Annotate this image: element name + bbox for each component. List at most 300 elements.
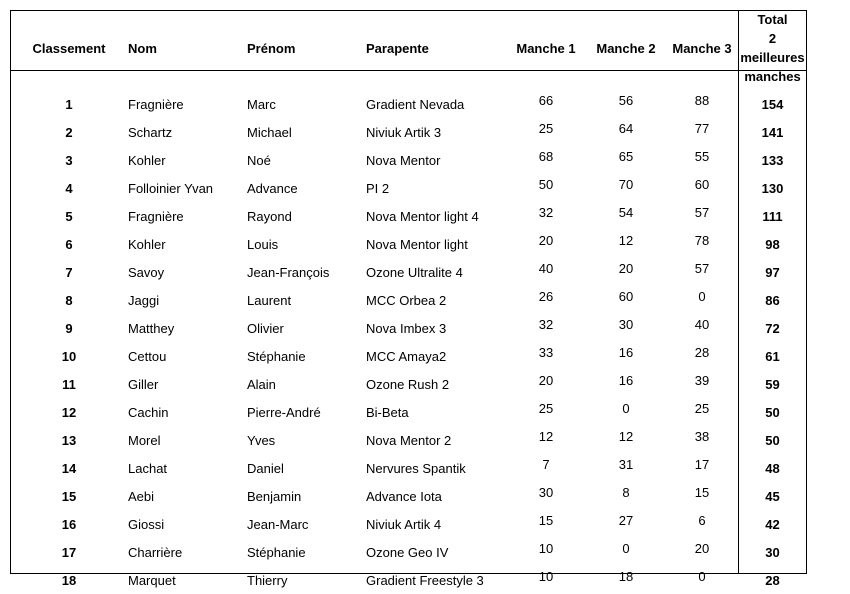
total-cell xyxy=(738,86,807,118)
total-cell-value: 72 xyxy=(765,320,780,336)
nom-cell xyxy=(128,146,247,174)
parapente-cell xyxy=(366,398,506,426)
rank-cell-value: 2 xyxy=(65,124,73,140)
prenom-cell-value: Stéphanie xyxy=(247,348,306,364)
parapente-cell-value: Nova Mentor 2 xyxy=(366,432,452,448)
manche1-cell-value: 26 xyxy=(538,288,554,304)
nom-cell-value: Matthey xyxy=(128,320,175,336)
nom-cell-value: Giossi xyxy=(128,516,165,532)
prenom-cell-value: Alain xyxy=(247,376,276,392)
manche2-cell xyxy=(586,86,666,118)
rank-cell xyxy=(10,538,128,566)
manche2-cell xyxy=(586,230,666,258)
manche3-cell xyxy=(666,566,738,594)
prenom-cell xyxy=(247,258,366,286)
parapente-cell xyxy=(366,118,506,146)
prenom-cell-value: Benjamin xyxy=(247,488,302,504)
rank-cell xyxy=(10,426,128,454)
rank-cell-value: 14 xyxy=(61,460,77,476)
nom-cell xyxy=(128,370,247,398)
manche2-cell-value: 8 xyxy=(622,484,630,500)
header-manche3: Manche 3 xyxy=(672,40,732,56)
table-row xyxy=(10,286,807,314)
total-cell-value: 111 xyxy=(762,208,783,224)
manche3-cell-value: 28 xyxy=(694,344,710,360)
prenom-cell xyxy=(247,482,366,510)
table-row xyxy=(10,398,807,426)
manche1-cell-value: 12 xyxy=(538,428,554,444)
total-cell-value: 42 xyxy=(765,516,780,532)
nom-cell xyxy=(128,342,247,370)
parapente-cell-value: Gradient Nevada xyxy=(366,96,465,112)
parapente-cell xyxy=(366,538,506,566)
manche2-cell xyxy=(586,510,666,538)
manche2-cell-value: 0 xyxy=(622,400,630,416)
parapente-cell-value: Nervures Spantik xyxy=(366,460,466,476)
parapente-cell xyxy=(366,146,506,174)
header-total-line2: 2 meilleures xyxy=(740,31,805,65)
total-cell-value: 61 xyxy=(765,348,780,364)
rank-cell xyxy=(10,146,128,174)
prenom-cell-value: Noé xyxy=(247,152,271,168)
rank-cell-value: 12 xyxy=(61,404,77,420)
manche3-cell-value: 60 xyxy=(694,176,710,192)
manche3-cell-value: 57 xyxy=(694,260,710,276)
parapente-cell xyxy=(366,482,506,510)
rank-cell-value: 8 xyxy=(65,292,73,308)
nom-cell-value: Marquet xyxy=(128,572,176,588)
manche2-cell xyxy=(586,202,666,230)
manche3-cell-value: 38 xyxy=(694,428,710,444)
manche1-cell xyxy=(506,482,586,510)
header-manche2: Manche 2 xyxy=(596,40,656,56)
prenom-cell-value: Olivier xyxy=(247,320,284,336)
prenom-cell-value: Thierry xyxy=(247,572,288,588)
prenom-cell xyxy=(247,538,366,566)
manche2-cell-value: 64 xyxy=(618,120,634,136)
manche2-cell-value: 27 xyxy=(618,512,634,528)
nom-cell-value: Cettou xyxy=(128,348,167,364)
rank-cell-value: 6 xyxy=(65,236,73,252)
nom-cell-value: Lachat xyxy=(128,460,168,476)
rank-cell xyxy=(10,482,128,510)
header-total-line1: Total xyxy=(757,12,788,27)
manche3-cell-value: 0 xyxy=(698,568,706,584)
total-cell xyxy=(738,202,807,230)
table-row xyxy=(10,314,807,342)
manche3-cell xyxy=(666,286,738,314)
prenom-cell-value: Michael xyxy=(247,124,292,140)
parapente-cell-value: Ozone Rush 2 xyxy=(366,376,450,392)
total-cell-value: 86 xyxy=(765,292,780,308)
manche2-cell-value: 12 xyxy=(618,232,634,248)
manche1-cell-value: 40 xyxy=(538,260,554,276)
manche3-cell-value: 0 xyxy=(698,288,706,304)
prenom-cell-value: Laurent xyxy=(247,292,292,308)
manche1-cell-value: 25 xyxy=(538,400,554,416)
nom-cell xyxy=(128,454,247,482)
nom-cell-value: Aebi xyxy=(128,488,155,504)
manche3-cell xyxy=(666,258,738,286)
total-cell xyxy=(738,342,807,370)
manche3-cell xyxy=(666,174,738,202)
manche3-cell xyxy=(666,370,738,398)
parapente-cell xyxy=(366,370,506,398)
total-cell xyxy=(738,566,807,594)
manche3-cell-value: 40 xyxy=(694,316,710,332)
nom-cell-value: Cachin xyxy=(128,404,169,420)
table-row xyxy=(10,370,807,398)
total-cell-value: 97 xyxy=(765,264,780,280)
prenom-cell xyxy=(247,510,366,538)
manche2-cell xyxy=(586,538,666,566)
rank-cell-value: 7 xyxy=(65,264,73,280)
nom-cell-value: Kohler xyxy=(128,236,166,252)
nom-cell-value: Savoy xyxy=(128,264,165,280)
nom-cell xyxy=(128,398,247,426)
manche2-cell xyxy=(586,258,666,286)
parapente-cell-value: Niviuk Artik 4 xyxy=(366,516,442,532)
prenom-cell xyxy=(247,286,366,314)
prenom-cell-value: Stéphanie xyxy=(247,544,306,560)
rank-cell xyxy=(10,86,128,118)
manche1-cell-value: 7 xyxy=(542,456,550,472)
manche1-cell xyxy=(506,86,586,118)
manche1-cell xyxy=(506,146,586,174)
nom-cell xyxy=(128,86,247,118)
rank-cell xyxy=(10,258,128,286)
parapente-cell-value: Advance Iota xyxy=(366,488,442,504)
prenom-cell xyxy=(247,146,366,174)
manche3-cell xyxy=(666,342,738,370)
manche3-cell xyxy=(666,454,738,482)
parapente-cell-value: Nova Mentor xyxy=(366,152,441,168)
parapente-cell xyxy=(366,174,506,202)
rank-cell-value: 18 xyxy=(61,572,77,588)
prenom-cell xyxy=(247,86,366,118)
rank-cell-value: 1 xyxy=(65,96,73,112)
total-cell-value: 28 xyxy=(765,572,780,588)
parapente-cell-value: Nova Imbex 3 xyxy=(366,320,447,336)
manche1-cell xyxy=(506,510,586,538)
rank-cell-value: 10 xyxy=(61,348,77,364)
manche3-cell xyxy=(666,510,738,538)
manche3-cell xyxy=(666,230,738,258)
total-cell xyxy=(738,398,807,426)
total-cell xyxy=(738,314,807,342)
manche1-cell xyxy=(506,370,586,398)
parapente-cell-value: Bi-Beta xyxy=(366,404,409,420)
table-row xyxy=(10,86,807,118)
prenom-cell-value: Pierre-André xyxy=(247,404,321,420)
manche3-cell-value: 6 xyxy=(698,512,706,528)
nom-cell xyxy=(128,258,247,286)
manche1-cell-value: 20 xyxy=(538,232,554,248)
rank-cell xyxy=(10,230,128,258)
rank-cell-value: 9 xyxy=(65,320,73,336)
manche3-cell-value: 15 xyxy=(694,484,710,500)
table-row xyxy=(10,258,807,286)
table-row xyxy=(10,426,807,454)
total-cell xyxy=(738,482,807,510)
nom-cell-value: Fragnière xyxy=(128,208,184,224)
header-prenom: Prénom xyxy=(247,40,296,56)
rank-cell-value: 15 xyxy=(61,488,77,504)
prenom-cell xyxy=(247,566,366,594)
manche1-cell xyxy=(506,258,586,286)
rank-cell-value: 4 xyxy=(65,180,73,196)
manche3-cell xyxy=(666,426,738,454)
header-row xyxy=(10,10,807,86)
parapente-cell xyxy=(366,426,506,454)
parapente-cell xyxy=(366,258,506,286)
rank-cell xyxy=(10,398,128,426)
header-nom: Nom xyxy=(128,40,157,56)
prenom-cell xyxy=(247,202,366,230)
parapente-cell xyxy=(366,230,506,258)
manche2-cell-value: 16 xyxy=(618,344,634,360)
total-cell xyxy=(738,118,807,146)
prenom-cell xyxy=(247,426,366,454)
manche2-cell xyxy=(586,286,666,314)
manche2-cell-value: 12 xyxy=(618,428,634,444)
manche1-cell xyxy=(506,286,586,314)
prenom-cell-value: Advance xyxy=(247,180,298,196)
total-cell-value: 133 xyxy=(761,152,784,168)
nom-cell-value: Schartz xyxy=(128,124,173,140)
rank-cell-value: 5 xyxy=(65,208,73,224)
manche2-cell-value: 16 xyxy=(618,372,634,388)
parapente-cell-value: Nova Mentor light 4 xyxy=(366,208,479,224)
header-parapente: Parapente xyxy=(366,40,429,56)
table-row xyxy=(10,454,807,482)
manche2-cell xyxy=(586,174,666,202)
nom-cell-value: Morel xyxy=(128,432,161,448)
manche2-cell-value: 0 xyxy=(622,540,630,556)
manche2-cell xyxy=(586,370,666,398)
prenom-cell-value: Marc xyxy=(247,96,276,112)
nom-cell-value: Folloinier Yvan xyxy=(128,180,214,196)
manche3-cell-value: 57 xyxy=(694,204,710,220)
rank-cell xyxy=(10,370,128,398)
manche2-cell-value: 18 xyxy=(618,568,634,584)
total-cell xyxy=(738,286,807,314)
nom-cell-value: Fragnière xyxy=(128,96,184,112)
rank-cell-value: 3 xyxy=(65,152,73,168)
manche1-cell xyxy=(506,230,586,258)
table-body xyxy=(10,86,807,594)
manche2-cell-value: 60 xyxy=(618,288,634,304)
manche3-cell xyxy=(666,86,738,118)
manche1-cell xyxy=(506,566,586,594)
manche3-cell-value: 78 xyxy=(694,232,710,248)
manche2-cell-value: 70 xyxy=(618,176,634,192)
manche2-cell-value: 20 xyxy=(618,260,634,276)
total-cell xyxy=(738,146,807,174)
manche1-cell-value: 30 xyxy=(538,484,554,500)
rank-cell xyxy=(10,118,128,146)
total-cell xyxy=(738,258,807,286)
manche1-cell-value: 33 xyxy=(538,344,554,360)
total-cell-value: 50 xyxy=(765,432,780,448)
parapente-cell-value: MCC Orbea 2 xyxy=(366,292,447,308)
manche1-cell xyxy=(506,398,586,426)
manche1-cell-value: 32 xyxy=(538,316,554,332)
prenom-cell xyxy=(247,314,366,342)
prenom-cell xyxy=(247,398,366,426)
manche3-cell xyxy=(666,398,738,426)
rank-cell-value: 17 xyxy=(61,544,77,560)
table-row xyxy=(10,146,807,174)
rank-cell-value: 11 xyxy=(62,376,76,392)
prenom-cell xyxy=(247,370,366,398)
header-total-line3: manches xyxy=(744,69,801,84)
prenom-cell xyxy=(247,118,366,146)
rank-cell xyxy=(10,454,128,482)
ranking-table xyxy=(10,10,807,594)
prenom-cell xyxy=(247,230,366,258)
manche2-cell xyxy=(586,482,666,510)
manche1-cell xyxy=(506,118,586,146)
header-classement: Classement xyxy=(32,40,106,56)
total-cell-value: 45 xyxy=(765,488,780,504)
manche1-cell xyxy=(506,314,586,342)
total-cell-value: 30 xyxy=(765,544,780,560)
nom-cell xyxy=(128,426,247,454)
parapente-cell-value: Niviuk Artik 3 xyxy=(366,124,442,140)
total-cell-value: 98 xyxy=(765,236,780,252)
manche3-cell xyxy=(666,538,738,566)
manche1-cell xyxy=(506,202,586,230)
parapente-cell-value: Ozone Geo IV xyxy=(366,544,449,560)
total-cell xyxy=(738,538,807,566)
manche2-cell-value: 54 xyxy=(618,204,634,220)
table-row xyxy=(10,230,807,258)
table-row xyxy=(10,566,807,594)
prenom-cell xyxy=(247,342,366,370)
parapente-cell-value: Ozone Ultralite 4 xyxy=(366,264,463,280)
nom-cell xyxy=(128,118,247,146)
nom-cell-value: Jaggi xyxy=(128,292,160,308)
rank-cell xyxy=(10,174,128,202)
nom-cell-value: Charrière xyxy=(128,544,183,560)
table-row xyxy=(10,202,807,230)
parapente-cell xyxy=(366,510,506,538)
prenom-cell xyxy=(247,454,366,482)
parapente-cell xyxy=(366,566,506,594)
manche3-cell-value: 77 xyxy=(694,120,710,136)
parapente-cell-value: MCC Amaya2 xyxy=(366,348,447,364)
table-row xyxy=(10,510,807,538)
manche1-cell-value: 68 xyxy=(538,148,554,164)
nom-cell xyxy=(128,566,247,594)
nom-cell xyxy=(128,482,247,510)
manche1-cell-value: 10 xyxy=(538,540,554,556)
manche1-cell xyxy=(506,426,586,454)
parapente-cell xyxy=(366,454,506,482)
total-cell-value: 154 xyxy=(761,96,784,112)
manche1-cell xyxy=(506,538,586,566)
manche2-cell xyxy=(586,566,666,594)
total-cell-value: 50 xyxy=(765,404,780,420)
table-row xyxy=(10,538,807,566)
prenom-cell-value: Yves xyxy=(247,432,276,448)
header-manche1: Manche 1 xyxy=(516,40,576,56)
parapente-cell xyxy=(366,314,506,342)
manche1-cell-value: 10 xyxy=(538,568,554,584)
prenom-cell-value: Louis xyxy=(247,236,279,252)
rank-cell xyxy=(10,510,128,538)
total-cell xyxy=(738,510,807,538)
nom-cell xyxy=(128,286,247,314)
header-total xyxy=(738,10,807,86)
nom-cell xyxy=(128,230,247,258)
table-row xyxy=(10,342,807,370)
rank-cell xyxy=(10,314,128,342)
prenom-cell-value: Jean-François xyxy=(247,264,330,280)
parapente-cell-value: Gradient Freestyle 3 xyxy=(366,572,484,588)
manche3-cell-value: 17 xyxy=(694,456,710,472)
nom-cell xyxy=(128,174,247,202)
manche3-cell xyxy=(666,146,738,174)
rank-cell-value: 13 xyxy=(61,432,77,448)
manche1-cell-value: 32 xyxy=(538,204,554,220)
total-cell xyxy=(738,454,807,482)
manche2-cell xyxy=(586,118,666,146)
total-cell-value: 130 xyxy=(761,180,784,196)
total-cell xyxy=(738,230,807,258)
manche3-cell xyxy=(666,482,738,510)
nom-cell-value: Kohler xyxy=(128,152,166,168)
parapente-cell xyxy=(366,286,506,314)
manche1-cell-value: 20 xyxy=(538,372,554,388)
total-cell xyxy=(738,426,807,454)
parapente-cell-value: Nova Mentor light xyxy=(366,236,468,252)
manche1-cell-value: 50 xyxy=(538,176,554,192)
nom-cell-value: Giller xyxy=(128,376,159,392)
prenom-cell-value: Rayond xyxy=(247,208,292,224)
nom-cell xyxy=(128,538,247,566)
rank-cell xyxy=(10,342,128,370)
total-cell-value: 48 xyxy=(765,460,780,476)
manche3-cell-value: 88 xyxy=(694,92,710,108)
manche1-cell-value: 66 xyxy=(538,92,554,108)
prenom-cell xyxy=(247,174,366,202)
prenom-cell-value: Jean-Marc xyxy=(247,516,309,532)
parapente-cell xyxy=(366,86,506,118)
rank-cell-value: 16 xyxy=(61,516,77,532)
total-cell-value: 141 xyxy=(761,124,784,140)
rank-cell xyxy=(10,286,128,314)
nom-cell xyxy=(128,202,247,230)
manche3-cell xyxy=(666,314,738,342)
manche2-cell-value: 65 xyxy=(618,148,634,164)
manche2-cell xyxy=(586,342,666,370)
manche2-cell xyxy=(586,314,666,342)
manche1-cell-value: 25 xyxy=(538,120,554,136)
parapente-cell xyxy=(366,202,506,230)
rank-cell xyxy=(10,566,128,594)
manche2-cell-value: 56 xyxy=(618,92,634,108)
total-cell xyxy=(738,370,807,398)
manche2-cell xyxy=(586,398,666,426)
table-row xyxy=(10,482,807,510)
table-row xyxy=(10,118,807,146)
parapente-cell xyxy=(366,342,506,370)
nom-cell xyxy=(128,314,247,342)
manche2-cell xyxy=(586,454,666,482)
total-cell-value: 59 xyxy=(765,376,780,392)
